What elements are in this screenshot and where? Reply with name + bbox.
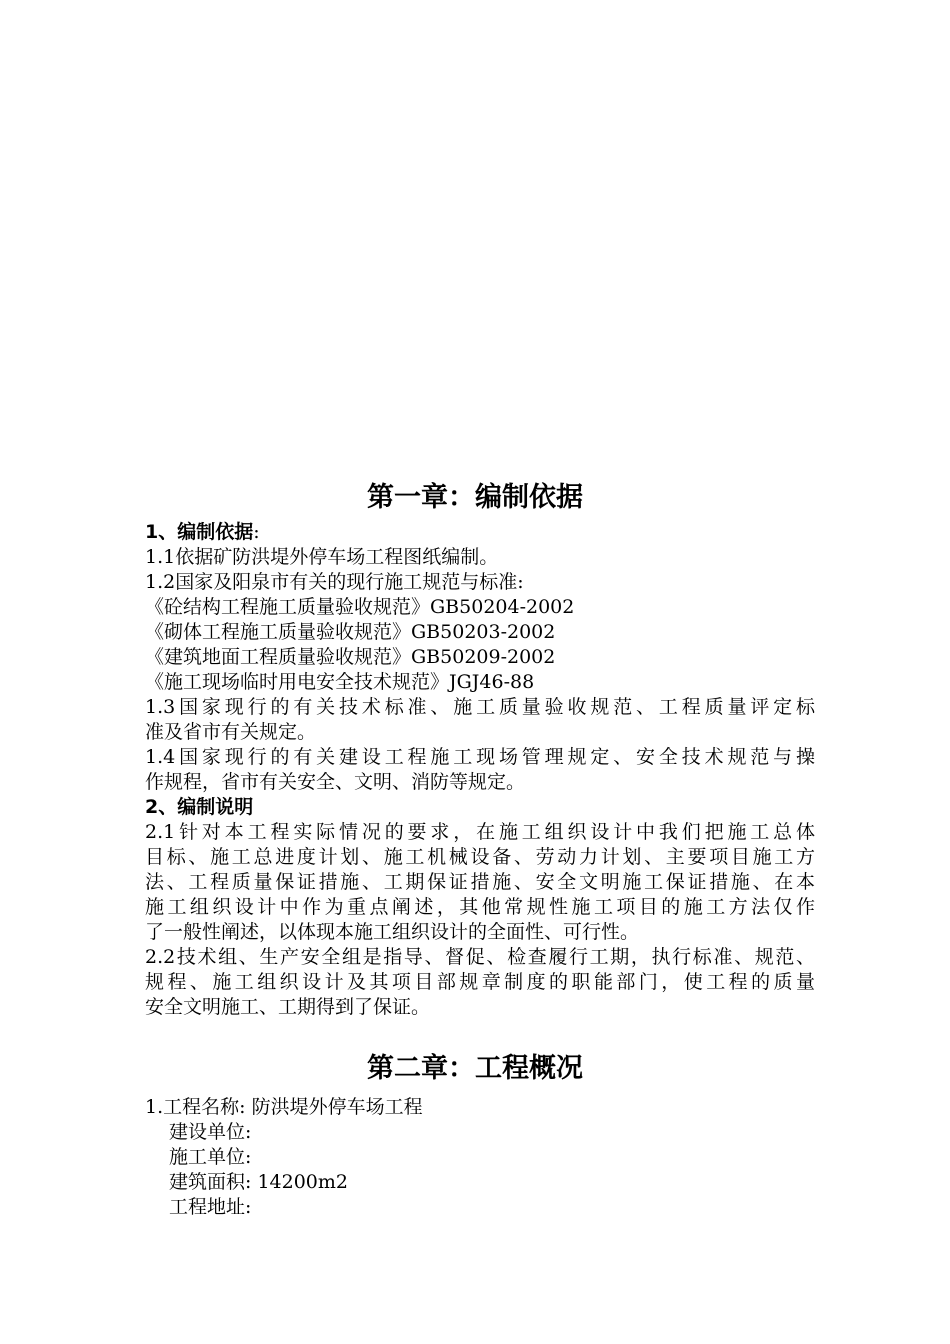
text-line: 准及省市有关规定。 xyxy=(145,721,317,743)
text-line: 1.2国家及阳泉市有关的现行施工规范与标准: xyxy=(145,571,524,593)
contractor-field: 施工单位: xyxy=(169,1146,252,1168)
text-line: 1.4国家现行的有关建设工程施工现场管理规定、安全技术规范与操 xyxy=(145,746,815,768)
text-line: 1.3国家现行的有关技术标准、施工质量验收规范、工程质量评定标 xyxy=(145,696,815,718)
text-line: 作规程，省市有关安全、文明、消防等规定。 xyxy=(145,771,526,793)
client-field: 建设单位: xyxy=(169,1121,252,1143)
text-line: 规程、施工组织设计及其项目部规章制度的职能部门，使工程的质量 xyxy=(145,971,815,993)
section-1-heading-text: 1、编制依据 xyxy=(145,521,254,543)
text-line: 2.1针对本工程实际情况的要求，在施工组织设计中我们把施工总体 xyxy=(145,821,815,843)
chapter-1-title: 第一章：编制依据 xyxy=(367,482,583,513)
text-line: 2.2技术组、生产安全组是指导、督促、检查履行工期，执行标准、规范、 xyxy=(145,946,815,968)
text-line: 了一般性阐述，以体现本施工组织设计的全面性、可行性。 xyxy=(145,921,640,943)
standard-reference: 《砼结构工程施工质量验收规范》GB50204-2002 xyxy=(145,596,575,618)
standard-reference: 《砌体工程施工质量验收规范》GB50203-2002 xyxy=(145,621,556,643)
section-1-heading xyxy=(145,520,815,545)
floor-area-field: 建筑面积: 14200m2 xyxy=(169,1171,348,1193)
standard-reference: 《建筑地面工程质量验收规范》GB50209-2002 xyxy=(145,646,556,668)
standard-reference: 《施工现场临时用电安全技术规范》JGJ46-88 xyxy=(145,671,535,693)
text-line: 目标、施工总进度计划、施工机械设备、劳动力计划、主要项目施工方 xyxy=(145,846,815,868)
section-1-heading-colon: : xyxy=(253,521,260,543)
section-2-heading: 2、编制说明 xyxy=(145,796,254,818)
text-line: 法、工程质量保证措施、工期保证措施、安全文明施工保证措施、在本 xyxy=(145,871,815,893)
chapter-1-body xyxy=(145,520,815,1020)
text-line: 施工组织设计中作为重点阐述，其他常规性施工项目的施工方法仅作 xyxy=(145,896,815,918)
chapter-2-title: 第二章：工程概况 xyxy=(367,1053,583,1084)
chapter-2-body xyxy=(145,1095,815,1220)
text-line: 安全文明施工、工期得到了保证。 xyxy=(145,996,431,1018)
project-address-field: 工程地址: xyxy=(169,1196,252,1218)
text-line: 1.1依据矿防洪堤外停车场工程图纸编制。 xyxy=(145,546,499,568)
project-name-field: 1.工程名称: 防洪堤外停车场工程 xyxy=(145,1096,423,1118)
